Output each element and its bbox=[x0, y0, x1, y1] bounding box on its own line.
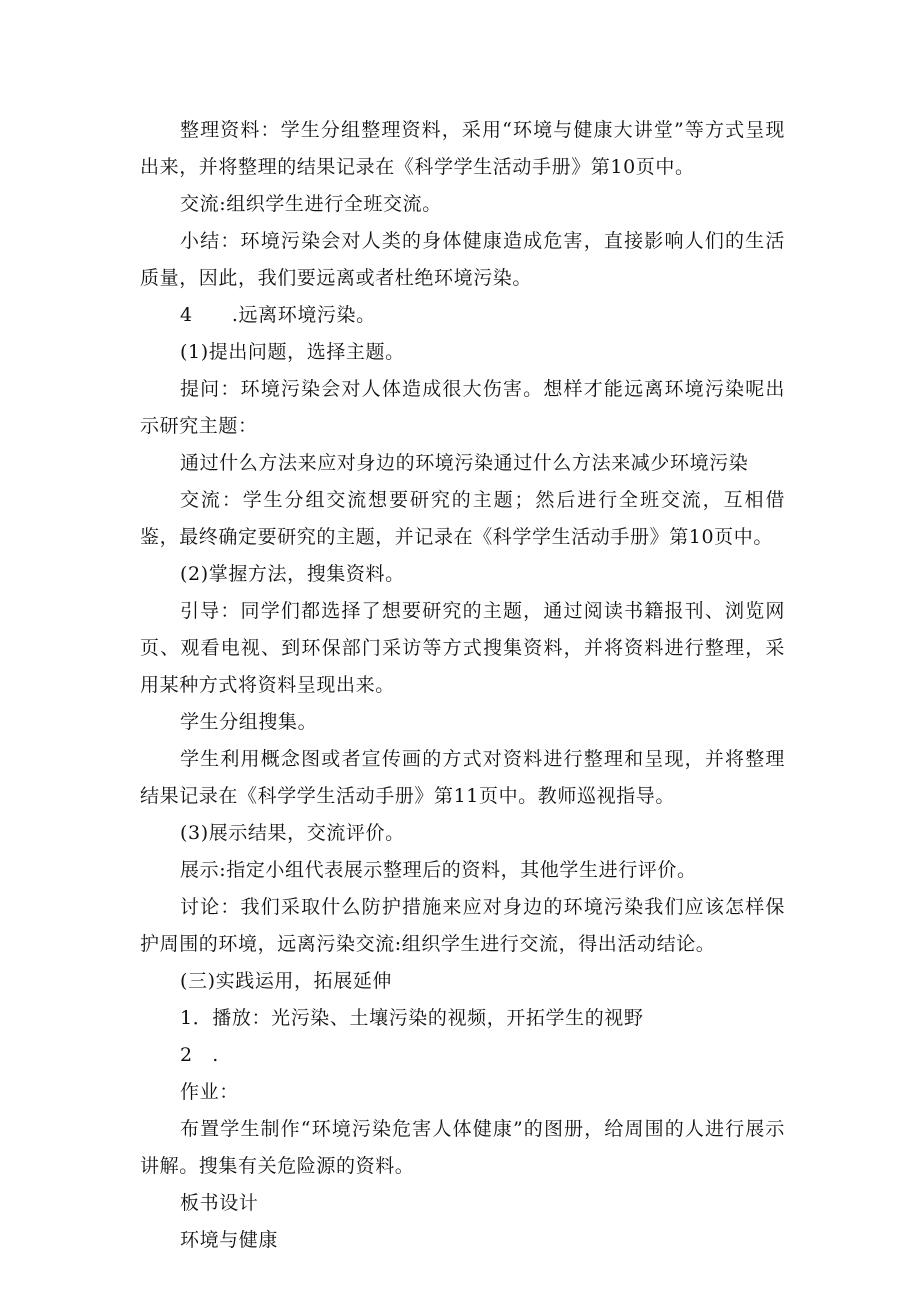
subheading-ask-question: (1)提出问题，选择主题。 bbox=[180, 341, 405, 363]
list-item-play-video: 1．播放：光污染、土壤污染的视频，开拓学生的视野 bbox=[180, 1007, 644, 1029]
document-body bbox=[140, 112, 785, 1259]
paragraph-question: 提问：环境污染会对人体造成很大伤害。想样才能远离环境污染呢出示研究主题： bbox=[140, 378, 785, 437]
paragraph-organize-materials: 整理资料：学生分组整理资料，采用“环境与健康大讲堂”等方式呈现出来，并将整理的结果记录在《科学学生活动手册》第10页中。 bbox=[140, 119, 785, 178]
paragraph-discussion: 讨论：我们采取什么防护措施来应对身边的环境污染我们应该怎样保护周围的环境，远离污染交流:组织学生进行交流，得出活动结论。 bbox=[140, 896, 785, 955]
section-heading-stay-away: 4 .远离环境污染。 bbox=[180, 304, 376, 326]
paragraph-homework: 布置学生制作“环境污染危害人体健康”的图册，给周围的人进行展示讲解。搜集有关危险源的资料。 bbox=[140, 1118, 785, 1177]
section-heading-practice: (三)实践运用，拓展延伸 bbox=[180, 970, 393, 992]
subheading-show-results: (3)展示结果，交流评价。 bbox=[180, 822, 405, 844]
paragraph-research-topics: 通过什么方法来应对身边的环境污染通过什么方法来减少环境污染 bbox=[180, 452, 749, 474]
list-item-2: 2 . bbox=[180, 1044, 219, 1066]
paragraph-presentation: 展示:指定小组代表展示整理后的资料，其他学生进行评价。 bbox=[180, 859, 697, 881]
paragraph-exchange: 交流:组织学生进行全班交流。 bbox=[180, 193, 442, 215]
paragraph-concept-map: 学生利用概念图或者宣传画的方式对资料进行整理和呈现，并将整理结果记录在《科学学生活动手册》第11页中。教师巡视指导。 bbox=[140, 748, 785, 807]
paragraph-guidance: 引导：同学们都选择了想要研究的主题，通过阅读书籍报刊、浏览网页、观看电视、到环保部门采访等方式搜集资料，并将资料进行整理，采用某种方式将资料呈现出来。 bbox=[140, 600, 785, 696]
heading-homework: 作业： bbox=[180, 1081, 239, 1103]
paragraph-group-collect: 学生分组搜集。 bbox=[180, 711, 318, 733]
paragraph-group-exchange: 交流：学生分组交流想要研究的主题；然后进行全班交流，互相借鉴，最终确定要研究的主题，并记录在《科学学生活动手册》第10页中。 bbox=[140, 489, 785, 548]
board-title: 环境与健康 bbox=[180, 1229, 279, 1251]
subheading-collect-materials: (2)掌握方法，搜集资料。 bbox=[180, 563, 405, 585]
heading-board-design: 板书设计 bbox=[180, 1192, 259, 1214]
paragraph-summary: 小结：环境污染会对人类的身体健康造成危害，直接影响人们的生活质量，因此，我们要远离或者杜绝环境污染。 bbox=[140, 230, 785, 289]
